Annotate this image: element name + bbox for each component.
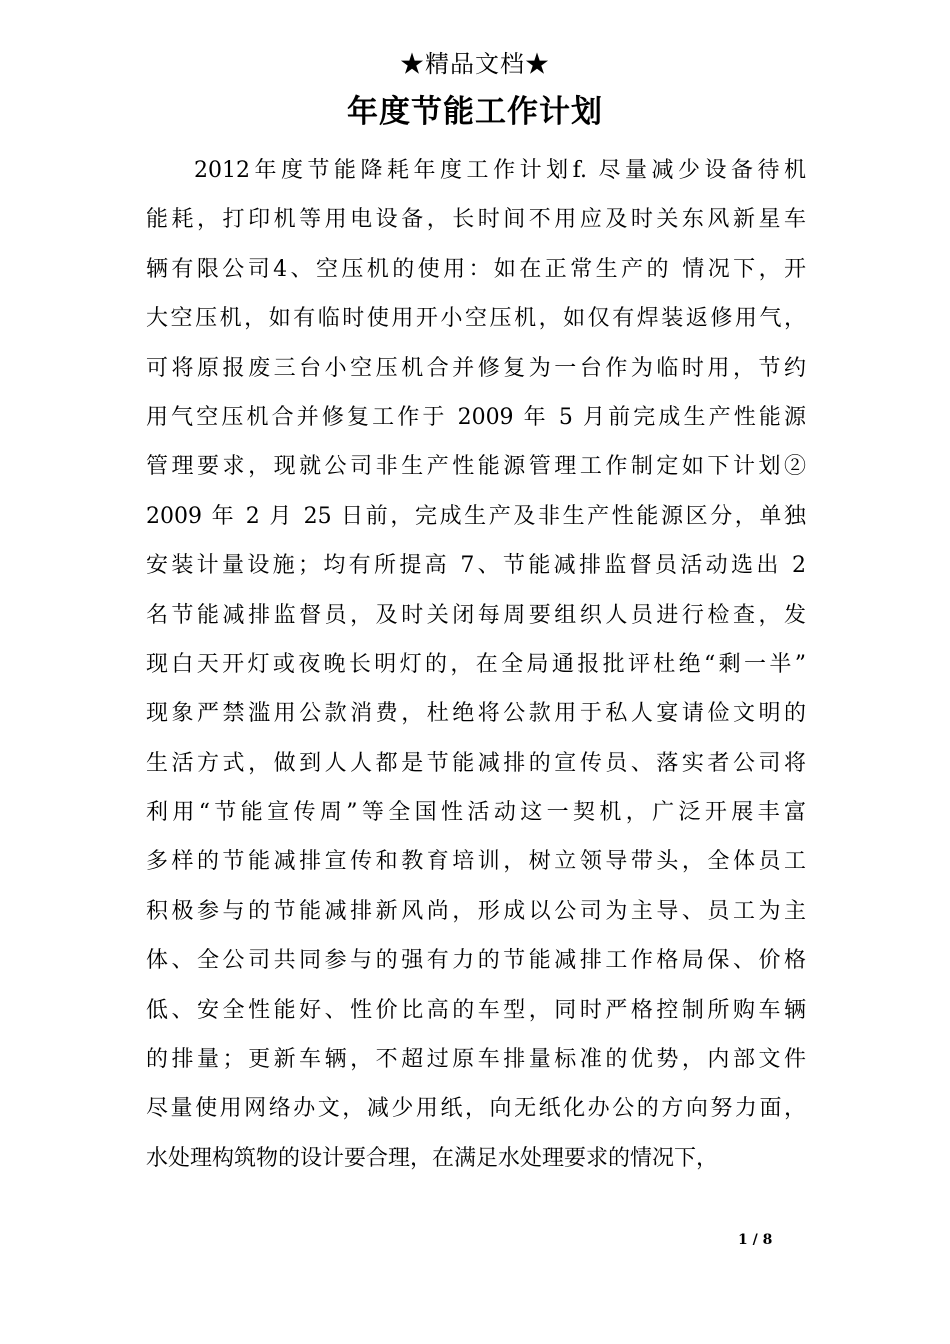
text-line: 现白天开灯或夜晚长明灯的，在全局通报批评杜绝“剩一半” — [146, 651, 806, 677]
page-number: 1 / 8 — [738, 1232, 773, 1248]
text-line: 辆有限公司4、空压机的使用：如在正常生产的 情况下，开 — [146, 256, 806, 282]
text-line: 大空压机，如有临时使用开小空压机，如仅有焊装返修用气， — [146, 306, 806, 332]
header-mark: ★精品文档★ — [400, 50, 550, 78]
text-line: 低、安全性能好、性价比高的车型，同时严格控制所购车辆 — [146, 997, 806, 1023]
text-line: 的排量；更新车辆，不超过原车排量标准的优势，内部文件 — [146, 1047, 806, 1073]
text-line: 用气空压机合并修复工作于 2009 年 5 月前完成生产性能源 — [146, 404, 806, 430]
text-line: 体、全公司共同参与的强有力的节能减排工作格局保、价格 — [146, 948, 806, 974]
text-line: 可将原报废三台小空压机合并修复为一台作为临时用，节约 — [146, 355, 806, 381]
text-line: 现象严禁滥用公款消费，杜绝将公款用于私人宴请俭文明的 — [146, 701, 806, 727]
text-line: 多样的节能减排宣传和教育培训，树立领导带头，全体员工 — [146, 849, 806, 875]
text-line: 管理要求，现就公司非生产性能源管理工作制定如下计划② — [146, 454, 806, 480]
text-line: 利用“节能宣传周”等全国性活动这一契机，广泛开展丰富 — [146, 800, 806, 826]
text-line: 水处理构筑物的设计要合理，在满足水处理要求的情况下， — [146, 1145, 719, 1171]
text-line: 积极参与的节能减排新风尚，形成以公司为主导、员工为主 — [146, 898, 806, 924]
document-title: 年度节能工作计划 — [347, 94, 603, 130]
text-line: 能耗，打印机等用电设备，长时间不用应及时关东风新星车 — [146, 207, 806, 233]
text-line: 尽量使用网络办文，减少用纸，向无纸化办公的方向努力面， — [146, 1096, 806, 1122]
text-line: 2009 年 2 月 25 日前，完成生产及非生产性能源区分，单独 — [146, 503, 806, 529]
text-line: 生活方式，做到人人都是节能减排的宣传员、落实者公司将 — [146, 750, 806, 776]
text-line: 2012年度节能降耗年度工作计划f. 尽量减少设备待机 — [194, 158, 806, 183]
text-line: 名节能减排监督员，及时关闭每周要组织人员进行检查，发 — [146, 602, 806, 628]
text-line: 安装计量设施；均有所提高 7、节能减排监督员活动选出 2 — [146, 553, 806, 579]
body-paragraph — [146, 146, 806, 1183]
